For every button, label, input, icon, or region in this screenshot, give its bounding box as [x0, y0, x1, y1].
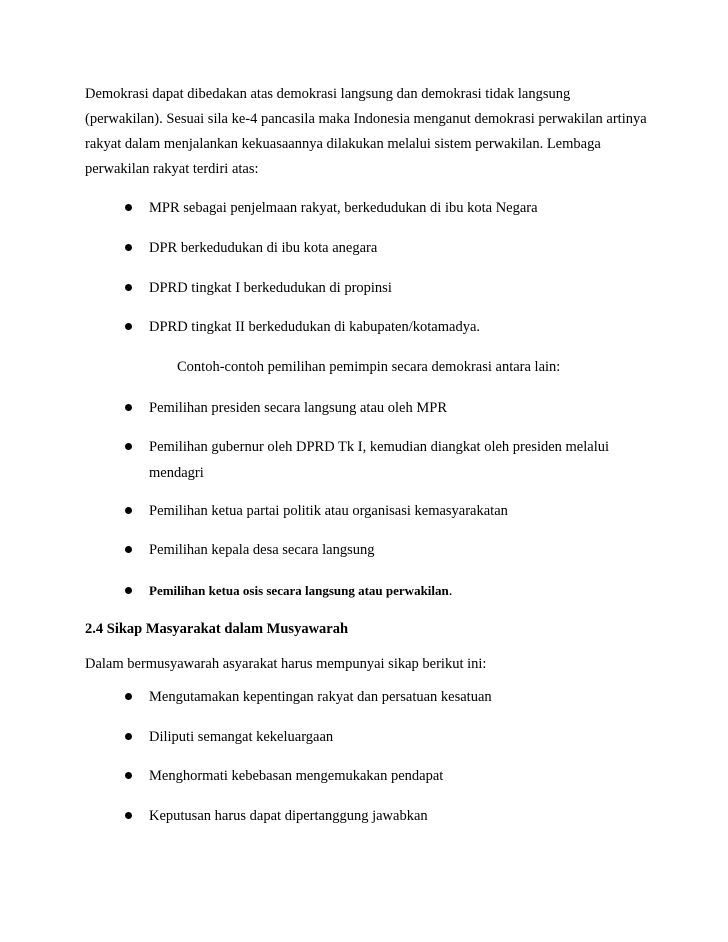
list-item-text: Pemilihan ketua partai politik atau organisasi kemasyarakatan	[149, 503, 508, 519]
list-item-text: DPRD tingkat I berkedudukan di propinsi	[149, 280, 392, 296]
contoh-intro: Contoh-contoh pemilihan pemimpin secara demokrasi antara lain:	[177, 359, 561, 375]
bullet-icon	[125, 443, 132, 450]
list-item-text: DPR berkedudukan di ibu kota anegara	[149, 240, 378, 256]
list-item-continuation: mendagri	[149, 465, 204, 481]
list-item-text: Pemilihan presiden secara langsung atau oleh MPR	[149, 400, 447, 416]
bullet-icon	[125, 404, 132, 411]
list-item-text: Diliputi semangat kekeluargaan	[149, 729, 334, 745]
list-item-text: Keputusan harus dapat dipertanggung jawabkan	[149, 808, 428, 824]
list-item-text: Mengutamakan kepentingan rakyat dan persatuan kesatuan	[149, 689, 492, 705]
list-item-text: Pemilihan gubernur oleh DPRD Tk I, kemudian diangkat oleh presiden melalui	[149, 439, 610, 455]
intro-line-2: (perwakilan). Sesuai sila ke-4 pancasila maka Indonesia menganut demokrasi perwakilan artinya	[85, 111, 647, 127]
list-item-tail: .	[448, 583, 453, 599]
bullet-icon	[125, 587, 132, 594]
bullet-icon	[125, 693, 132, 700]
bullet-icon	[125, 244, 132, 251]
intro-line-4: perwakilan rakyat terdiri atas:	[85, 161, 259, 177]
bullet-icon	[125, 733, 132, 740]
bullet-icon	[125, 507, 132, 514]
bullet-icon	[125, 284, 132, 291]
list-item-text	[149, 582, 452, 600]
list-item-text: Menghormati kebebasan mengemukakan pendapat	[149, 768, 444, 784]
section-heading: 2.4 Sikap Masyarakat dalam Musyawarah	[85, 621, 349, 637]
list-item-bold-text: Pemilihan ketua osis secara langsung atau perwakilan	[149, 583, 449, 598]
intro-line-3: rakyat dalam menjalankan kekuasaannya dilakukan melalui sistem perwakilan. Lembaga	[85, 136, 601, 152]
bullet-icon	[125, 204, 132, 211]
list-item-text: DPRD tingkat II berkedudukan di kabupaten/kotamadya.	[149, 319, 481, 335]
list-item-text: Pemilihan kepala desa secara langsung	[149, 542, 375, 558]
bullet-icon	[125, 772, 132, 779]
bullet-icon	[125, 812, 132, 819]
bullet-icon	[125, 546, 132, 553]
section-intro: Dalam bermusyawarah asyarakat harus mempunyai sikap berikut ini:	[85, 656, 487, 672]
list-item-text: MPR sebagai penjelmaan rakyat, berkedudukan di ibu kota Negara	[149, 200, 538, 216]
bullet-icon	[125, 323, 132, 330]
intro-line-1: Demokrasi dapat dibedakan atas demokrasi langsung dan demokrasi tidak langsung	[85, 86, 571, 102]
